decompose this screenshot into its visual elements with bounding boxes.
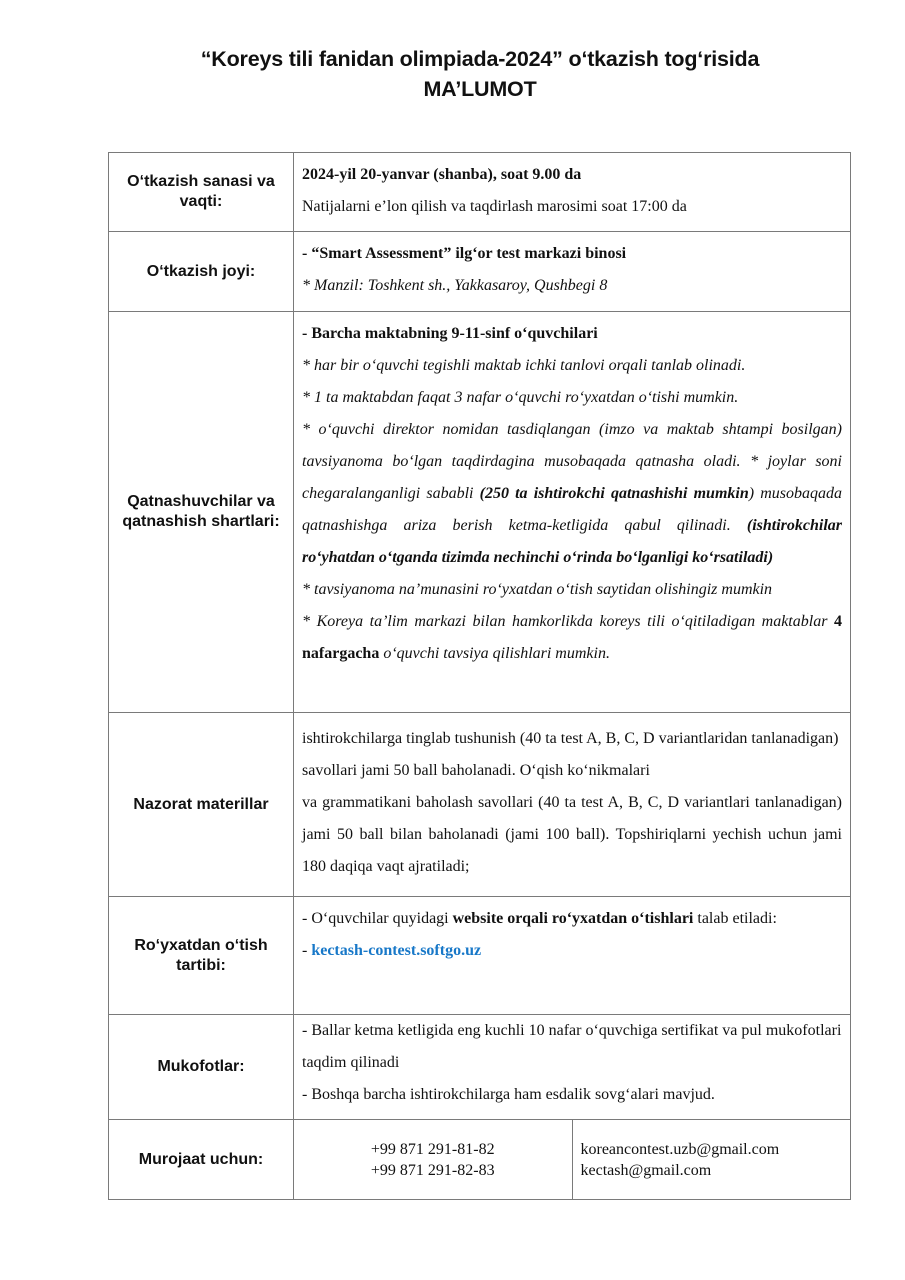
registration-website-link[interactable]: kectash-contest.softgo.uz [311,942,482,959]
row-venue [109,232,851,312]
registration-emphasis: website orqali ro‘yxatdan o‘tishlari [452,910,694,927]
row-awards [109,1015,851,1120]
row-date [109,153,851,232]
participants-rule-5 [302,606,842,670]
content-venue [294,232,851,312]
contact-phones [294,1120,573,1200]
content-participants [294,312,851,713]
content-registration [294,897,851,1015]
participants-rule-4: * tavsiyanoma na’munasini ro‘yxatdan o‘tish saytidan olishingiz mumkin [302,581,773,598]
label-awards: Mukofotlar: [109,1015,294,1120]
row-materials [109,713,851,897]
label-registration: Ro‘yxatdan o‘tish tartibi: [109,897,294,1015]
participants-heading: - Barcha maktabning 9-11-sinf o‘quvchilari [302,325,598,342]
row-contact [109,1120,851,1200]
title-line-2: MA’LUMOT [423,77,537,101]
label-date: O‘tkazish sanasi va vaqti: [109,153,294,232]
rule-5-text: * Koreya ta’lim markazi bilan hamkorlikda koreys tili o‘qitiladigan maktablar [302,613,834,630]
contact-emails [572,1120,851,1200]
materials-text-1: ishtirokchilarga tinglab tushunish (40 ta test A, B, C, D variantlaridan tanlanadigan) savollari jami 50 ball baholanadi. O‘qish ko‘nikmalari [302,730,839,779]
rule-5-end: o‘quvchi tavsiya qilishlari mumkin. [379,645,610,662]
phone-2[interactable]: +99 871 291-82-83 [370,1161,495,1179]
rule-3-text: * o‘quvchi direktor nomidan tasdiqlangan (imzo va maktab shtampi bosilgan) tavsiyanoma bo‘lgan taqdirdagina musobaqada qatnasha oladi. * joylar soni chegaralanganligi sababli [302,421,842,502]
rule-3-continued: ) musobaqada qatnashishga ariza berish ketma-ketligida qabul qilinadi. [302,485,843,534]
awards-line-2: - Boshqa barcha ishtirokchilarga ham esdalik sovg‘alari mavjud. [302,1086,715,1103]
registration-text-end: talab etiladi: [693,910,777,927]
label-participants: Qatnashuvchilar va qatnashish shartlari: [109,312,294,713]
phone-1[interactable]: +99 871 291-81-82 [370,1140,495,1158]
content-materials [294,713,851,897]
date-main: 2024-yil 20-yanvar (shanba), soat 9.00 da [302,166,582,183]
venue-main: - “Smart Assessment” ilg‘or test markazi binosi [302,245,627,262]
email-2[interactable]: kectash@gmail.com [580,1161,712,1179]
row-participants [109,312,851,713]
materials-text-2: va grammatikani baholash savollari (40 ta test A, B, C, D variantlari tanlanadigan) jami 50 ball bilan baholanadi (jami 100 ball). Topshiriqlarni yechish uchun jami 180 daqiqa vaqt ajratiladi; [302,794,842,875]
awards-line-1: - Ballar ketma ketligida eng kuchli 10 nafar o‘quvchiga sertifikat va pul mukofotlari taqdim qilinadi [302,1022,842,1071]
date-note: Natijalarni e’lon qilish va taqdirlash marosimi soat 17:00 da [302,198,687,215]
rule-3-ranking-note: (ishtirokchilar ro‘yhatdan o‘tganda tizimda nechinchi o‘rinda bo‘lganligi ko‘rsatiladi) [302,517,842,566]
registration-text [302,903,842,935]
title-line-1: “Koreys tili fanidan olimpiada-2024” o‘tkazish tog‘risida [200,47,760,71]
participants-rule-3 [302,414,842,574]
row-registration [109,897,851,1015]
label-materials: Nazorat materillar [109,713,294,897]
content-date [294,153,851,232]
document-title [0,44,905,104]
rule-3-capacity: (250 ta ishtirokchi qatnashishi mumkin [479,485,749,502]
rule-5-count: 4 nafargacha [302,613,842,662]
label-venue: O‘tkazish joyi: [109,232,294,312]
info-table [108,152,851,1200]
registration-text-start: - O‘quvchilar quyidagi [302,910,453,927]
registration-link-line [302,935,842,967]
participants-rule-2: * 1 ta maktabdan faqat 3 nafar o‘quvchi ro‘yxatdan o‘tishi mumkin. [302,389,739,406]
link-prefix: - [302,942,312,959]
content-awards [294,1015,851,1120]
label-contact: Murojaat uchun: [109,1120,294,1200]
venue-address: * Manzil: Toshkent sh., Yakkasaroy, Qushbegi 8 [302,277,608,294]
participants-rule-1: * har bir o‘quvchi tegishli maktab ichki tanlovi orqali tanlab olinadi. [302,357,746,374]
email-1[interactable]: koreancontest.uzb@gmail.com [580,1140,780,1158]
